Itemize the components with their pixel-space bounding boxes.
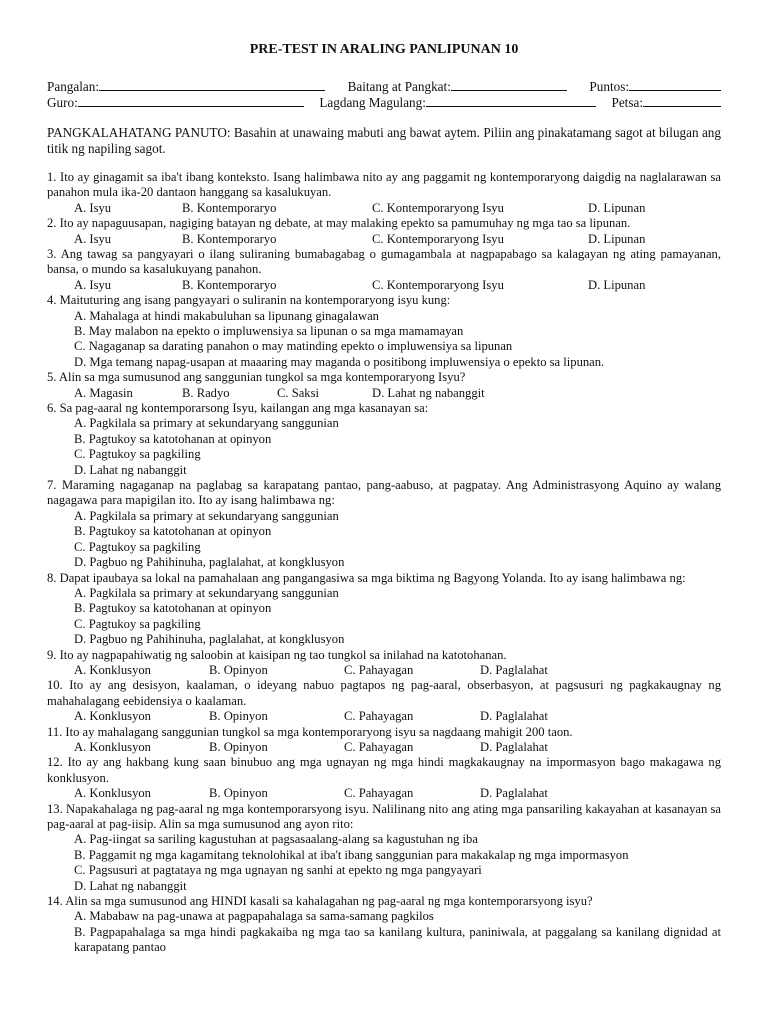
question-item: [47, 170, 721, 216]
question-item: [47, 755, 721, 801]
option-a[interactable]: A. Konklusyon: [74, 786, 151, 801]
option-row: [47, 386, 721, 401]
page-title: PRE-TEST IN ARALING PANLIPUNAN 10: [249, 42, 519, 57]
question-item: [47, 370, 721, 401]
option-a[interactable]: A. Pagkilala sa primary at sekundaryang sanggunian: [74, 585, 339, 600]
option-b[interactable]: B. Pagtukoy sa katotohanan at opinyon: [74, 524, 272, 539]
info-row-2: [47, 94, 721, 111]
question-text: 2. Ito ay napaguusapan, nagiging batayan ng debate, at may malaking epekto sa pamumuhay ng mga tao sa lipunan.: [47, 216, 631, 231]
question-text: 5. Alin sa mga sumusunod ang sanggunian tungkol sa mga kontemporaryong Isyu?: [47, 370, 466, 385]
option-c[interactable]: C. Pagsusuri at pagtataya ng mga ugnayan ng sanhi at epekto ng mga pangyayari: [74, 863, 482, 878]
question-text: 1. Ito ay ginagamit sa iba't ibang konteksto. Isang halimbawa nito ay ang paggamit ng kontemporaryong daigdig na naglalarawan sa panahon mula ika-20 dantaon hanggang sa kasalukuyan.: [47, 170, 721, 200]
option-d[interactable]: D. Lipunan: [588, 200, 646, 215]
option-a[interactable]: A. Konklusyon: [74, 739, 151, 754]
question-text: 13. Napakahalaga ng pag-aaral ng mga kontemporarsyong isyu. Nalilinang nito ang ating mga pansariling kakayahan at kasanayan sa pag-aaral at pag-iisip. Alin sa mga sumusunod ang ayon rito:: [47, 801, 721, 831]
option-b[interactable]: B. May malabon na epekto o impluwensiya sa lipunan o sa mga mamamayan: [74, 324, 464, 339]
option-c[interactable]: C. Pahayagan: [344, 786, 414, 801]
question-item: [47, 478, 721, 570]
option-b[interactable]: B. Kontemporaryo: [182, 200, 277, 215]
option-d[interactable]: D. Lipunan: [588, 231, 646, 246]
teacher-label: Guro:: [47, 95, 78, 110]
question-item: [47, 678, 721, 724]
question-item: [47, 894, 721, 956]
option-row: [47, 201, 721, 216]
date-label: Petsa:: [611, 95, 643, 110]
option-d[interactable]: D. Paglalahat: [480, 739, 548, 754]
name-label: Pangalan:: [47, 79, 100, 94]
option-a[interactable]: A. Konklusyon: [74, 709, 151, 724]
question-text: 3. Ang tawag sa pangyayari o ilang suliraning bumabagabag o gumagambala at nagpapabago sa kalagayan ng ating pamayanan, bansa, o mundo sa kasalukuyang panahon.: [47, 247, 721, 277]
question-text: 11. Ito ay mahalagang sanggunian tungkol sa mga kontemporaryong isyu sa nagdaang mahigit 200 taon.: [47, 724, 573, 739]
question-item: [47, 247, 721, 293]
option-a[interactable]: A. Isyu: [74, 277, 112, 292]
question-item: [47, 802, 721, 894]
option-b[interactable]: B. Paggamit ng mga kagamitang teknolohikal at iba't ibang sanggunian para makakalap ng mga impormasyon: [74, 847, 629, 862]
option-b[interactable]: B. Pagtukoy sa katotohanan at opinyon: [74, 431, 272, 446]
option-a[interactable]: A. Mababaw na pag-unawa at pagpapahalaga sa sama-samang pagkilos: [74, 909, 434, 924]
question-text: 9. Ito ay nagpapahiwatig ng saloobin at kaisipan ng tao tungkol sa inilahad na katotohanan.: [47, 647, 507, 662]
option-c[interactable]: C. Pagtukoy sa pagkiling: [74, 616, 201, 631]
general-instructions: PANGKALAHATANG PANUTO: Basahin at unawaing mabuti ang bawat aytem. Piliin ang pinakatamang sagot at bilugan ang titik ng napiling sagot.: [47, 125, 721, 156]
info-row-1: [47, 78, 721, 95]
question-item: [47, 293, 721, 370]
option-d[interactable]: D. Lahat ng nabanggit: [372, 385, 485, 400]
grade-section-field[interactable]: [348, 78, 567, 95]
grade-section-label: Baitang at Pangkat:: [347, 79, 451, 94]
option-row: [47, 663, 721, 678]
question-text: 14. Alin sa mga sumusunod ang HINDI kasali sa kahalagahan ng pag-aaral ng mga kontemporarsyong isyu?: [47, 893, 593, 908]
question-item: [47, 725, 721, 756]
question-text: 7. Maraming nagaganap na paglabag sa karapatang pantao, pang-aabuso, at pagpatay. Ang Administrasyong Aquino ay walang nagagawa para mapigilan ito. Ito ay isang halimbawa ng:: [47, 478, 721, 508]
question-text: 12. Ito ay ang hakbang kung saan binubuo ang mga ugnayan ng mga hindi magkakaugnay na impormasyon bago makagawa ng konklusyon.: [47, 755, 721, 785]
option-b[interactable]: B. Pagpapahalaga sa mga hindi pagkakaiba ng mga tao sa kanilang kultura, paniniwala, at paggalang sa kanilang dignidad at karapatang pantao: [74, 924, 721, 955]
option-row: [47, 232, 721, 247]
option-b[interactable]: B. Opinyon: [209, 709, 268, 724]
option-b[interactable]: B. Kontemporaryo: [182, 277, 277, 292]
parent-signature-label: Lagdang Magulang:: [319, 95, 426, 110]
option-b[interactable]: B. Radyo: [182, 385, 230, 400]
question-item: [47, 401, 721, 478]
option-d[interactable]: D. Pagbuo ng Pahihinuha, paglalahat, at kongklusyon: [74, 632, 345, 647]
option-a[interactable]: A. Konklusyon: [74, 662, 151, 677]
teacher-field[interactable]: [47, 94, 304, 111]
score-label: Puntos:: [589, 79, 629, 94]
option-c[interactable]: C. Kontemporaryong Isyu: [372, 200, 504, 215]
option-d[interactable]: D. Lahat ng nabanggit: [74, 462, 187, 477]
option-d[interactable]: D. Paglalahat: [480, 786, 548, 801]
option-row: [47, 740, 721, 755]
option-d[interactable]: D. Lahat ng nabanggit: [74, 878, 187, 893]
question-item: [47, 571, 721, 648]
option-d[interactable]: D. Lipunan: [588, 277, 646, 292]
option-c[interactable]: C. Pagtukoy sa pagkiling: [74, 447, 201, 462]
option-row: [47, 709, 721, 724]
option-b[interactable]: B. Pagtukoy sa katotohanan at opinyon: [74, 601, 272, 616]
option-a[interactable]: A. Isyu: [74, 200, 112, 215]
option-d[interactable]: D. Pagbuo ng Pahihinuha, paglalahat, at kongklusyon: [74, 555, 345, 570]
date-field[interactable]: [611, 94, 721, 111]
option-c[interactable]: C. Kontemporaryong Isyu: [372, 231, 504, 246]
option-row: [47, 278, 721, 293]
option-b[interactable]: B. Opinyon: [209, 786, 268, 801]
option-c[interactable]: C. Kontemporaryong Isyu: [372, 277, 504, 292]
name-field[interactable]: [47, 78, 325, 95]
question-item: [47, 648, 721, 679]
question-list: [47, 170, 721, 956]
parent-signature-field[interactable]: [319, 94, 596, 111]
option-a[interactable]: A. Magasin: [74, 385, 133, 400]
question-item: [47, 216, 721, 247]
question-text: 6. Sa pag-aaral ng kontemporarsong Isyu, kailangan ang mga kasanayan sa:: [47, 401, 429, 416]
question-text: 8. Dapat ipaubaya sa lokal na pamahalaan ang pangangasiwa sa mga biktima ng Bagyong Yolanda. Ito ay isang halimbawa ng:: [47, 570, 686, 585]
option-b[interactable]: B. Opinyon: [209, 739, 268, 754]
option-a[interactable]: A. Mahalaga at hindi makabuluhan sa lipunang ginagalawan: [74, 308, 379, 323]
option-c[interactable]: C. Saksi: [277, 385, 319, 400]
option-c[interactable]: C. Pagtukoy sa pagkiling: [74, 539, 201, 554]
option-d[interactable]: D. Paglalahat: [480, 662, 548, 677]
option-c[interactable]: C. Pahayagan: [344, 739, 414, 754]
question-text: 4. Maituturing ang isang pangyayari o suliranin na kontemporaryong isyu kung:: [47, 293, 451, 308]
score-field[interactable]: [589, 78, 721, 95]
option-a[interactable]: A. Pagkilala sa primary at sekundaryang sanggunian: [74, 508, 339, 523]
option-b[interactable]: B. Opinyon: [209, 662, 268, 677]
option-a[interactable]: A. Pagkilala sa primary at sekundaryang sanggunian: [74, 416, 339, 431]
option-a[interactable]: A. Pag-iingat sa sariling kagustuhan at pagsasaalang-alang sa kagustuhan ng iba: [74, 832, 478, 847]
option-c[interactable]: C. Pahayagan: [344, 709, 414, 724]
option-a[interactable]: A. Isyu: [74, 231, 112, 246]
question-text: 10. Ito ay ang desisyon, kaalaman, o ideyang nabuo pagtapos ng pag-aaral, obserbasyon, at pagsusuri ng pagkakaugnay ng mahahalagang eebidensiya o kaalaman.: [47, 678, 721, 708]
option-c[interactable]: C. Pahayagan: [344, 662, 414, 677]
option-c[interactable]: C. Nagaganap sa darating panahon o may matinding epekto o impluwensiya sa lipunan: [74, 339, 513, 354]
option-d[interactable]: D. Paglalahat: [480, 709, 548, 724]
option-b[interactable]: B. Kontemporaryo: [182, 231, 277, 246]
option-d[interactable]: D. Mga temang napag-usapan at maaaring may maganda o positibong impluwensiya o epekto sa lipunan.: [74, 354, 605, 369]
option-row: [47, 786, 721, 801]
